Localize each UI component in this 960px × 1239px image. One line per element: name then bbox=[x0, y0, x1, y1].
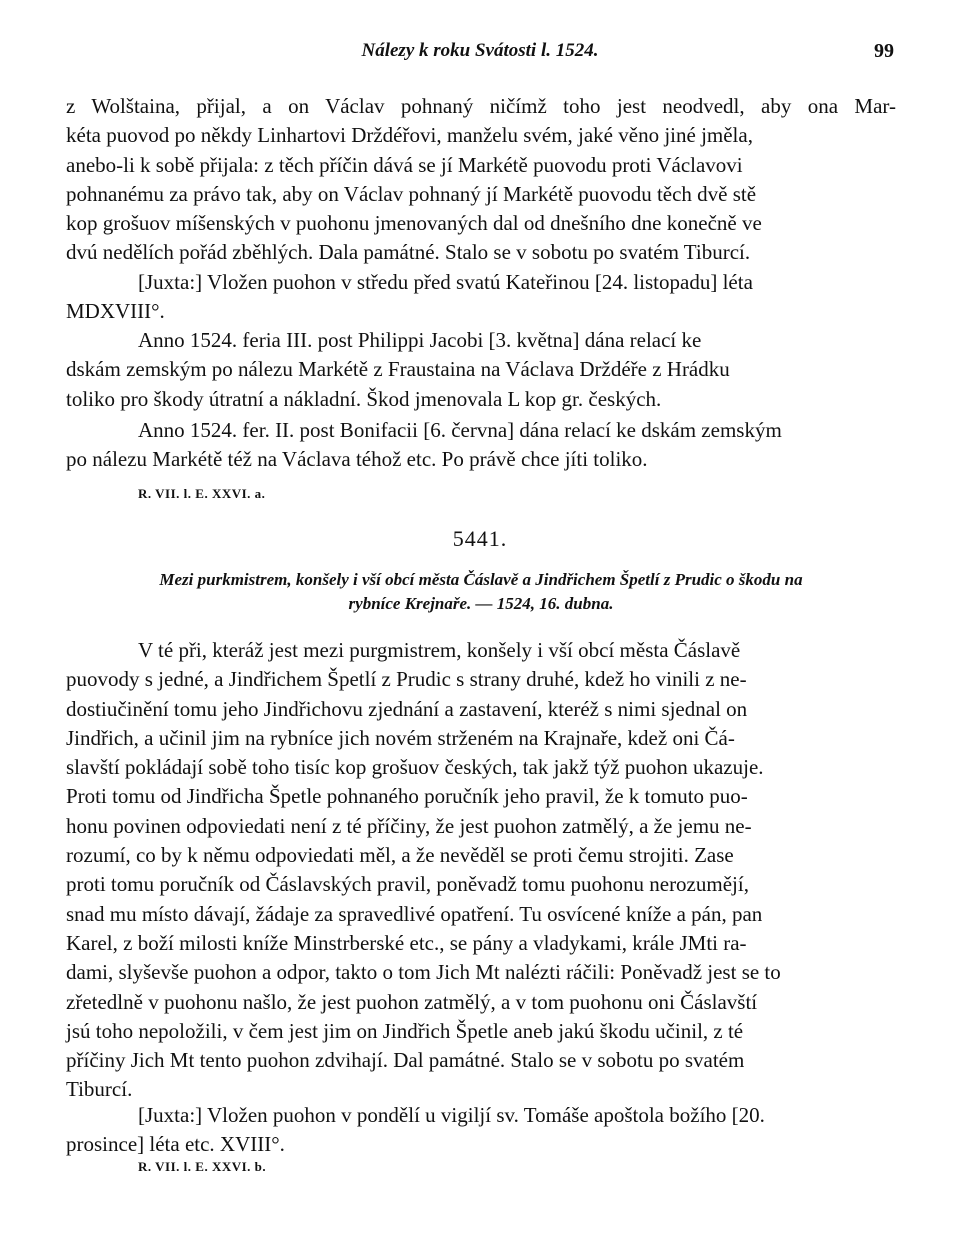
text-line: anebo-li k sobě přijala: z těch příčin dává se jí Markétě puovodu proti Václavovi bbox=[66, 152, 743, 177]
text-line: kéta puovod po někdy Linhartovi Drždéřovi, manželu svém, jaké věno jiné jměla, bbox=[66, 123, 753, 148]
paragraph-4 bbox=[66, 636, 896, 1105]
text-line: kop grošuov míšenských v puohonu jmenovaných dal od dnešního dne konečně ve bbox=[66, 211, 762, 236]
text-line: MDXVIII°. bbox=[66, 299, 165, 324]
text-line: z Wolštaina, přijal, a on Václav pohnaný ničímž toho jest neodvedl, aby ona Mar- bbox=[66, 94, 896, 118]
text-line: [Juxta:] Vložen puohon v pondělí u vigiljí sv. Tomáše apoštola božího [20. bbox=[138, 1103, 765, 1127]
archive-signature: R. VII. l. E. XXVI. a. bbox=[138, 486, 266, 501]
text-line: toliko pro škody útratní a nákladní. Škod jmenovala L kop gr. českých. bbox=[66, 386, 662, 411]
paragraph-1 bbox=[66, 92, 896, 326]
paragraph-5 bbox=[66, 1101, 896, 1160]
text-line: Karel, z boží milosti kníže Minstrberské etc., se pány a vladykami, krále JMti ra- bbox=[66, 930, 747, 955]
text-line: po nálezu Markétě též na Václava téhož etc. Po právě chce jíti toliko. bbox=[66, 447, 648, 472]
text-line: Anno 1524. fer. II. post Bonifacii [6. června] dána relací ke dskám zemským bbox=[138, 418, 782, 442]
entry-number: 5441. bbox=[452, 526, 508, 551]
text-line: snad mu místo dávají, žádaje za spravedlivé opatření. Tu osvícené kníže a pán, pan bbox=[66, 901, 763, 926]
text-line: rozumí, co by k němu odpoviedati měl, a že nevěděl se proti čemu strojiti. Zase bbox=[66, 843, 734, 868]
caption-line: rybníce Krejnaře. — 1524, 16. dubna. bbox=[348, 594, 614, 613]
text-line: dostiučinění tomu jeho Jindřichovu zjednání a zastavení, kteréž s nimi sjednal on bbox=[66, 696, 748, 721]
text-line: proti tomu poručník od Čáslavských pravil, poněvadž tomu puohonu nerozumějí, bbox=[66, 872, 749, 897]
archive-signature: R. VII. l. E. XXVI. b. bbox=[138, 1159, 267, 1174]
page-number: 99 bbox=[874, 40, 894, 62]
text-line: Jindřich, a učinil jim na rybníce jich novém strženém na Krajnaře, kdež oni Čá- bbox=[66, 725, 735, 750]
text-line: puovody s jedné, a Jindřichem Špetlí z Prudic s strany druhé, kdež ho vinili z ne- bbox=[66, 667, 747, 692]
text-line: dskám zemským po nálezu Markétě z Fraustaina na Václava Drždéře z Hrádku bbox=[66, 357, 730, 382]
text-line: dvú nedělích pořád zběhlých. Dala památné. Stalo se v sobotu po svatém Tiburcí. bbox=[66, 240, 751, 265]
text-line: V té při, kteráž jest mezi purgmistrem, konšely i vší obcí města Čáslavě bbox=[138, 638, 741, 662]
caption-line: Mezi purkmistrem, konšely i vší obcí města Čáslavě a Jindřichem Špetlí z Prudic o škodu na bbox=[159, 570, 803, 589]
paragraph-2 bbox=[66, 326, 896, 414]
running-title: Nálezy k roku Svátosti l. 1524. bbox=[361, 40, 599, 61]
text-line: dami, slyševše puohon a odpor, takto o tom Jich Mt nalézti ráčili: Poněvadž jest se to bbox=[66, 960, 781, 985]
running-head bbox=[0, 38, 960, 68]
text-line: Proti tomu od Jindřicha Špetle pohnaného poručník jeho pravil, že k tomuto puo- bbox=[66, 784, 748, 809]
entry-caption bbox=[66, 568, 896, 616]
text-line: pohnanému za právo tak, aby on Václav pohnaný jí Markétě puovodu těch dvě stě bbox=[66, 181, 757, 206]
text-line: zřetedlně v puohonu našlo, že jest puohon zatmělý, a v tom puohonu oni Čáslavští bbox=[66, 989, 758, 1014]
paragraph-3 bbox=[66, 416, 896, 475]
text-line: [Juxta:] Vložen puohon v středu před svatú Kateřinou [24. listopadu] léta bbox=[138, 269, 753, 294]
text-line: jsú toho nepoložili, v čem jest jim on Jindřich Špetle aneb jakú škodu učinil, z té bbox=[66, 1018, 744, 1043]
text-line: Anno 1524. feria III. post Philippi Jacobi [3. května] dána relací ke bbox=[138, 328, 702, 352]
text-line: Tiburcí. bbox=[66, 1077, 133, 1102]
text-line: prosince] léta etc. XVIII°. bbox=[66, 1132, 285, 1157]
text-line: příčiny Jich Mt tento puohon zdvihají. Dal památné. Stalo se v sobotu po svatém bbox=[66, 1048, 745, 1073]
text-line: honu povinen odpoviedati není z té příčiny, že jest puohon zatmělý, a že jemu ne- bbox=[66, 813, 752, 838]
text-line: slavští pokládají sobě toho tisíc kop grošuov českých, tak jakž týž puohon ukazuje. bbox=[66, 755, 764, 780]
